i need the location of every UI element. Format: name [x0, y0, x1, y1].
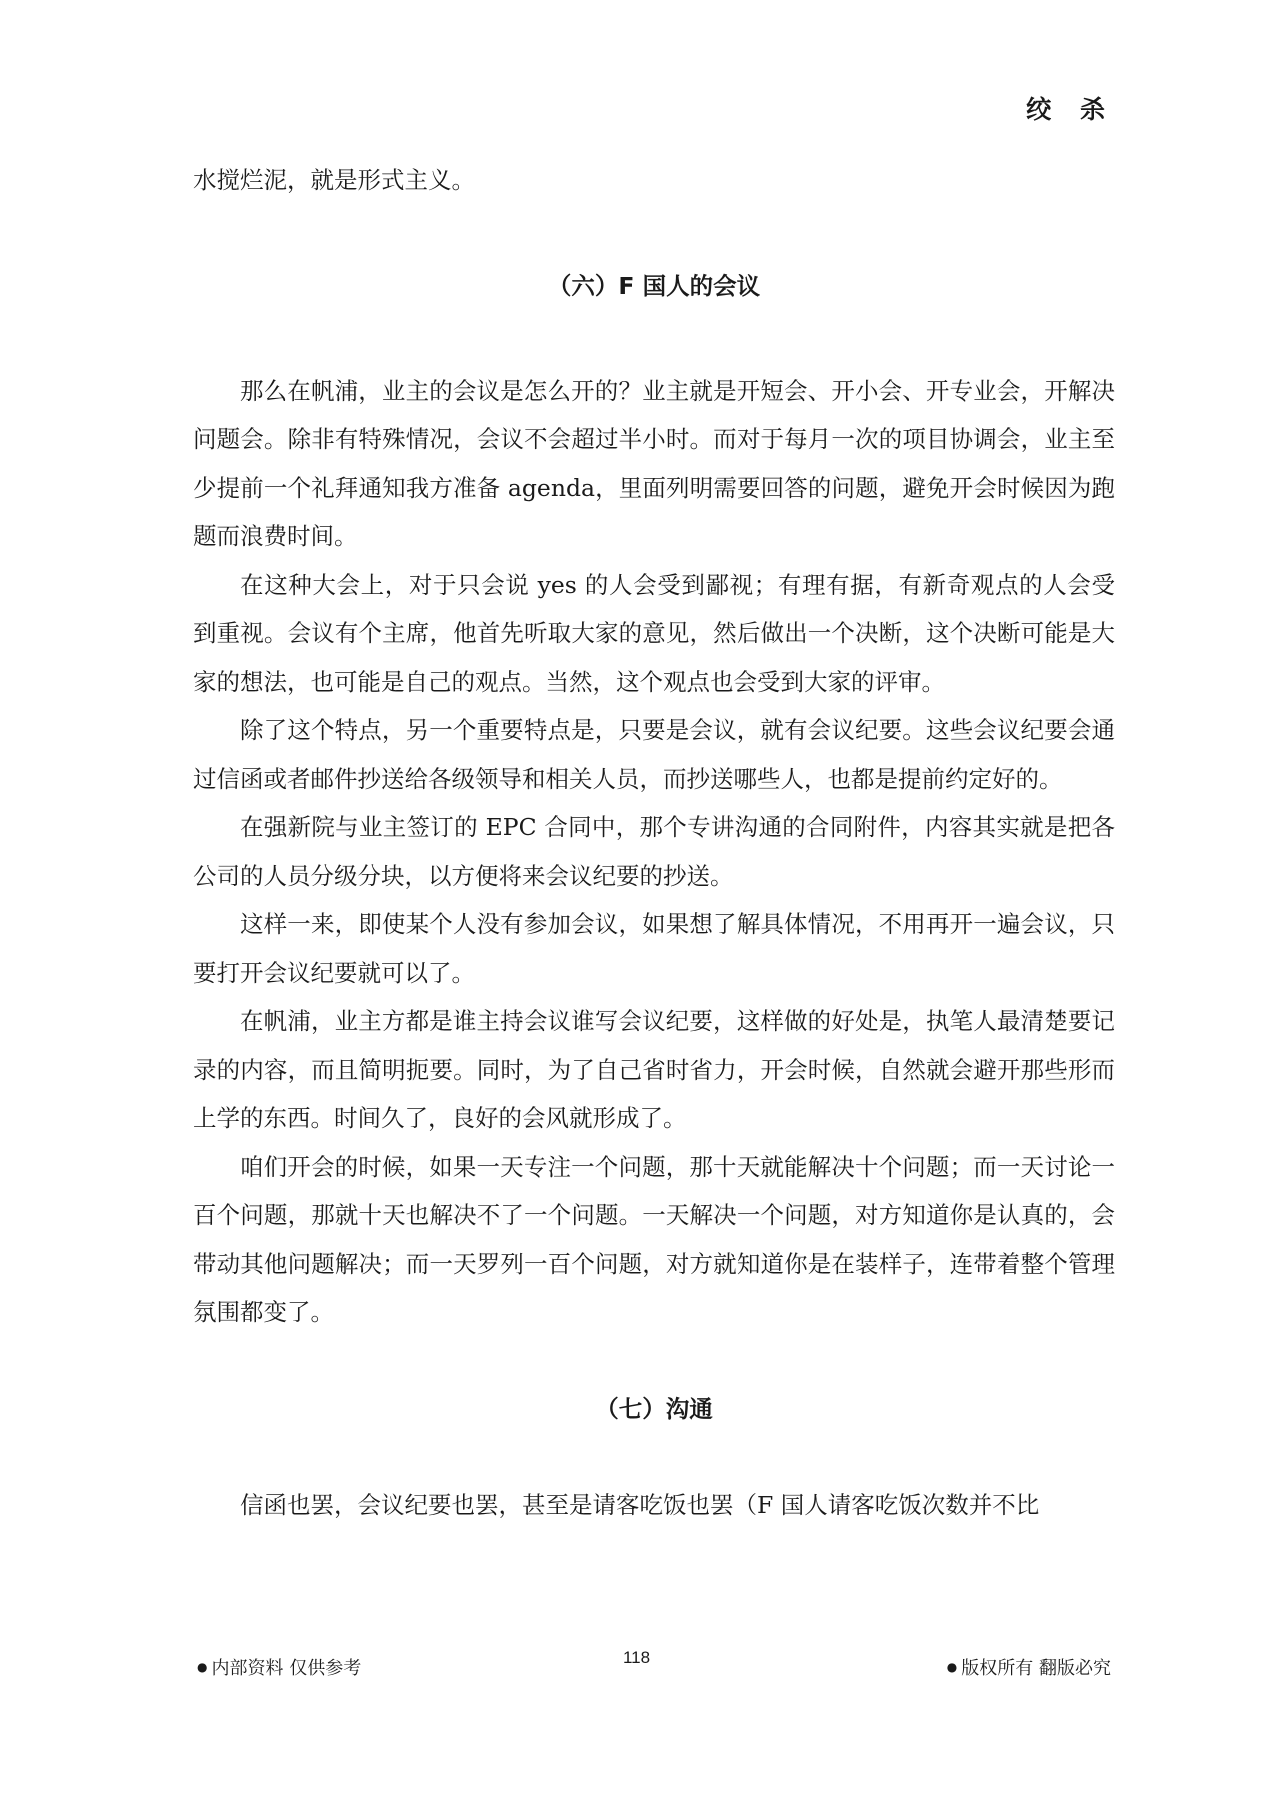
page-body: [193, 156, 1115, 1529]
spacer: [193, 310, 1115, 367]
paragraph: 那么在帆浦，业主的会议是怎么开的？业主就是开短会、开小会、开专业会，开解决问题会。除非有特殊情况，会议不会超过半小时。而对于每月一次的项目协调会，业主至少提前一个礼拜通知我方准备 agenda，里面列明需要回答的问题，避免开会时候因为跑题而浪费时间。: [193, 376, 1115, 550]
spacer: [193, 205, 1115, 262]
paragraph: 除了这个特点，另一个重要特点是，只要是会议，就有会议纪要。这些会议纪要会通过信函或者邮件抄送给各级领导和相关人员，而抄送哪些人，也都是提前约定好的。: [193, 716, 1115, 793]
paragraph: 在强新院与业主签订的 EPC 合同中，那个专讲沟通的合同附件，内容其实就是把各公司的人员分级分块，以方便将来会议纪要的抄送。: [193, 813, 1115, 890]
section-heading-six: （六）F 国人的会议: [547, 271, 761, 300]
running-header: 绞 杀: [1026, 95, 1115, 124]
footer-right: [947, 1654, 1111, 1680]
bullet-icon: ●: [197, 1660, 208, 1674]
footer-left-text: 内部资料 仅供参考: [211, 1658, 362, 1679]
spacer: [193, 1337, 1115, 1385]
section-heading-seven: （七）沟通: [595, 1394, 713, 1423]
footer-right-text: 版权所有 翻版必究: [961, 1658, 1111, 1679]
spacer: [193, 1433, 1115, 1481]
page-number: 118: [622, 1648, 651, 1667]
paragraph: 咱们开会的时候，如果一天专注一个问题，那十天就能解决十个问题；而一天讨论一百个问题，那就十天也解决不了一个问题。一天解决一个问题，对方知道你是认真的，会带动其他问题解决；而一天罗列一百个问题，对方就知道你是在装样子，连带着整个管理氛围都变了。: [193, 1152, 1115, 1326]
page-footer: [0, 1648, 1273, 1684]
paragraph: 信函也罢，会议纪要也罢，甚至是请客吃饭也罢（F 国人请客吃饭次数并不比: [240, 1490, 1040, 1519]
paragraph-continuation: 水搅烂泥，就是形式主义。: [193, 166, 475, 194]
paragraph: 这样一来，即使某个人没有参加会议，如果想了解具体情况，不用再开一遍会议，只要打开会议纪要就可以了。: [193, 910, 1115, 987]
paragraph: 在这种大会上，对于只会说 yes 的人会受到鄙视；有理有据，有新奇观点的人会受到重视。会议有个主席，他首先听取大家的意见，然后做出一个决断，这个决断可能是大家的想法，也可能是自己的观点。当然，这个观点也会受到大家的评审。: [193, 570, 1115, 696]
paragraph: 在帆浦，业主方都是谁主持会议谁写会议纪要，这样做的好处是，执笔人最清楚要记录的内容，而且简明扼要。同时，为了自己省时省力，开会时候，自然就会避开那些形而上学的东西。时间久了，良好的会风就形成了。: [193, 1007, 1115, 1132]
bullet-icon: ●: [946, 1660, 958, 1674]
